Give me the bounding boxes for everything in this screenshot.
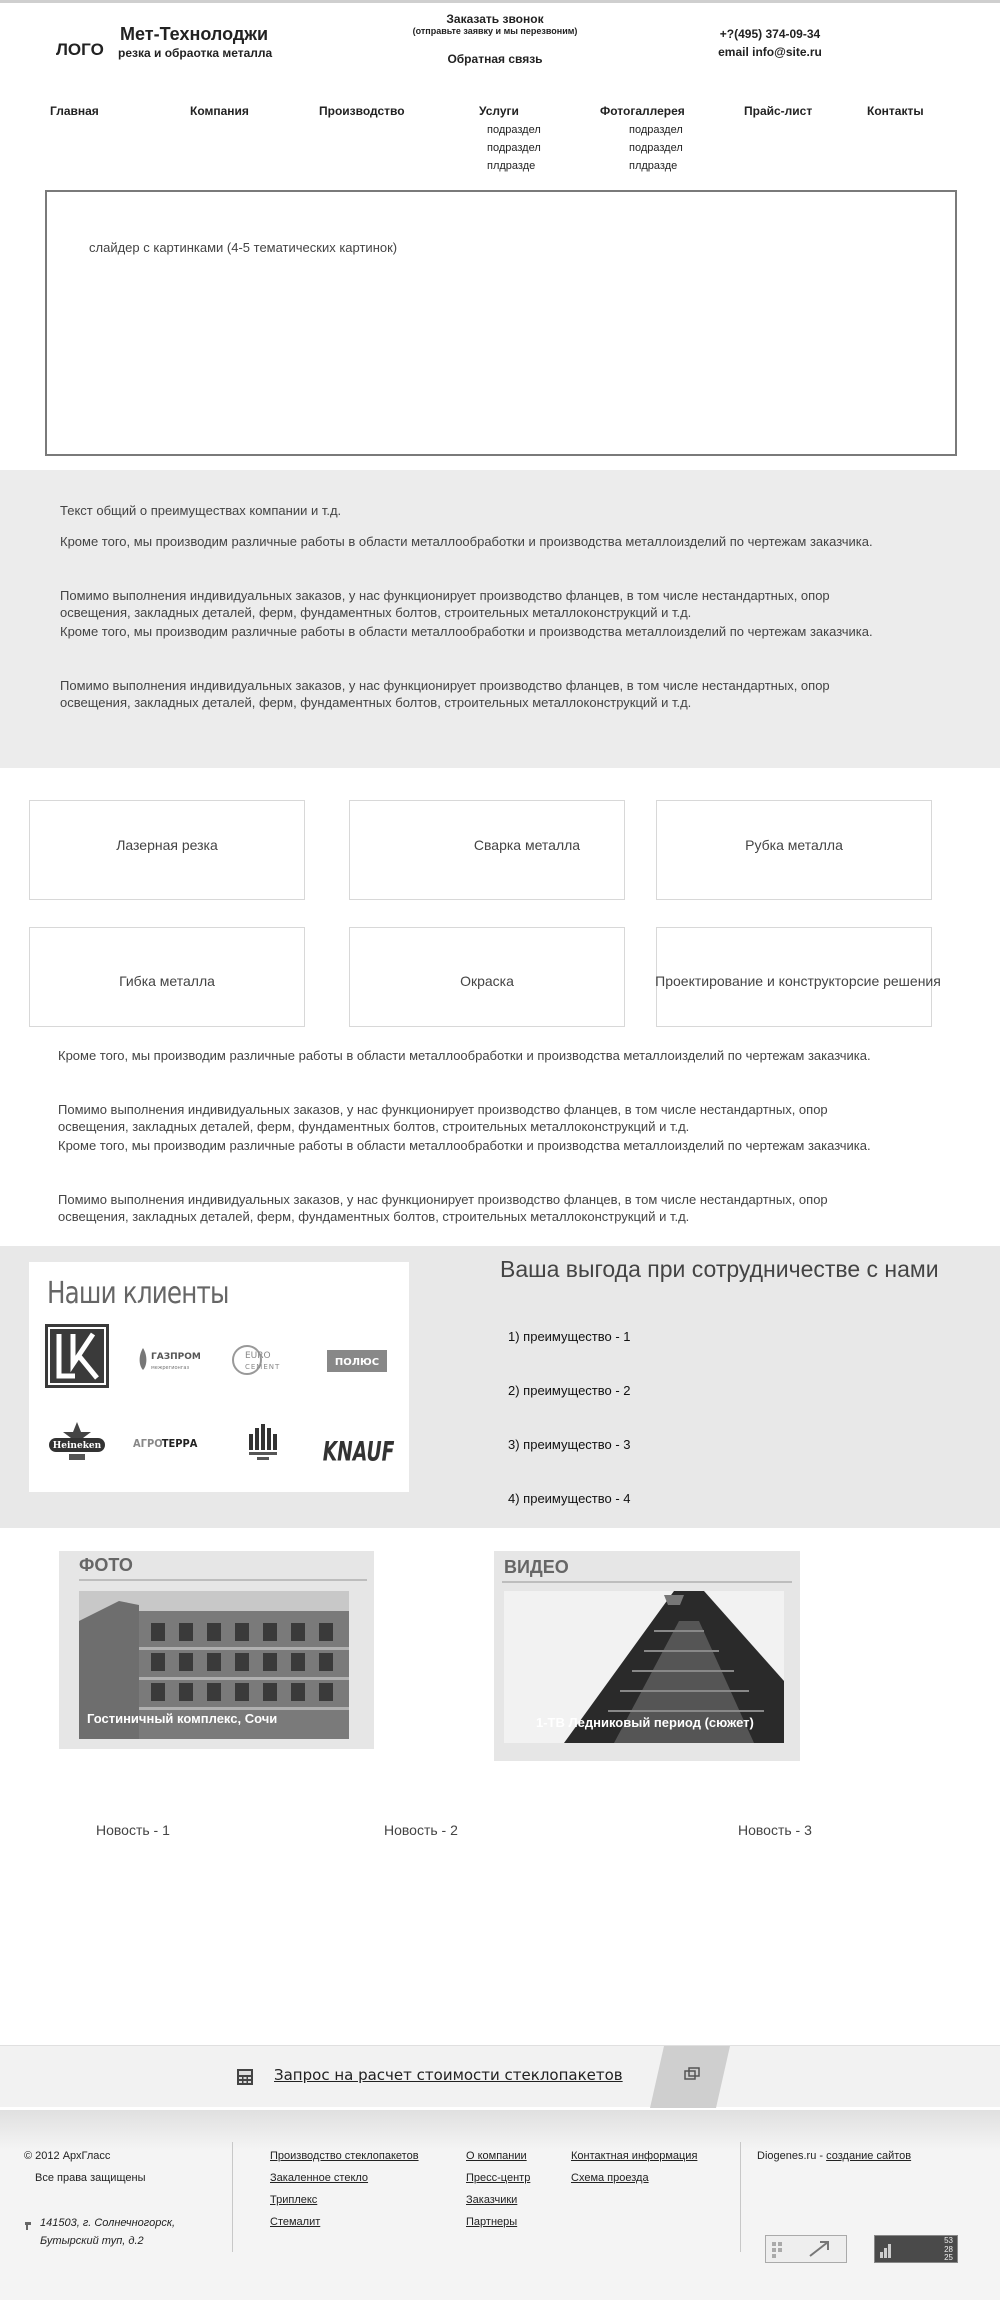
developer-name: Diogenes.ru	[757, 2150, 817, 2162]
body-paragraph: Помимо выполнения индивидуальных заказов, у нас функционирует производство фланцев, в том числе нестандартных, опор освещения, закладных деталей, ферм, фундаментных болтов, строительных металлоконструкций и т.д.	[58, 1192, 828, 1224]
footer-link[interactable]: Партнеры	[466, 2216, 518, 2228]
address-line: 141503, г. Солнечногорск,	[40, 2217, 176, 2229]
svg-text:CEMENT: CEMENT	[245, 1363, 281, 1371]
intro-title: Текст общий о преимуществах компании и т.д.	[60, 503, 342, 518]
service-card-design[interactable]	[655, 927, 941, 1027]
service-label: Лазерная резка	[116, 837, 218, 853]
footer-link[interactable]: Схема проезда	[571, 2172, 649, 2184]
benefit-item: 3) преимущество - 3	[508, 1437, 631, 1452]
footer-link[interactable]: Контактная информация	[571, 2150, 698, 2162]
counter-value: 25	[944, 2253, 953, 2262]
feedback-link[interactable]: Обратная связь	[447, 52, 543, 66]
counter-value: 53	[944, 2236, 953, 2245]
nav-item-home[interactable]: Главная	[50, 104, 99, 118]
footer	[0, 2110, 1000, 2300]
top-border	[0, 0, 1000, 3]
footer-link[interactable]: Стемалит	[270, 2216, 321, 2228]
svg-text:Heineken: Heineken	[52, 1441, 102, 1451]
service-card-bending[interactable]	[29, 927, 305, 1027]
submenu-item[interactable]: плдразде	[487, 160, 536, 172]
developer-separator: -	[816, 2150, 827, 2162]
nav-item-gallery[interactable]: Фотогаллерея	[600, 104, 685, 118]
benefit-item: 1) преимущество - 1	[508, 1329, 631, 1344]
counter-values	[929, 2237, 953, 2263]
rosneft-logo[interactable]	[243, 1420, 283, 1464]
service-label: Рубка металла	[745, 837, 843, 853]
footer-link[interactable]: О компании	[466, 2150, 527, 2162]
services-submenu	[487, 121, 541, 175]
svg-text:ПОЛЮС: ПОЛЮС	[334, 1357, 380, 1368]
service-card-cutting[interactable]	[656, 800, 932, 900]
benefit-item: 2) преимущество - 2	[508, 1383, 631, 1398]
callback-note: (отправьте заявку и мы перезвоним)	[412, 26, 578, 36]
slider-placeholder-text: слайдер с картинками (4-5 тематических картинок)	[89, 240, 398, 255]
stats-icon	[879, 2242, 893, 2258]
intro-paragraph: Кроме того, мы производим различные работы в области металлообработки и производства металлоизделий по чертежам заказчика.	[60, 624, 873, 639]
share-widget[interactable]	[765, 2235, 847, 2263]
callback-link[interactable]: Заказать звонок	[446, 12, 544, 26]
service-card-laser-cutting[interactable]	[29, 800, 305, 900]
developer-link[interactable]: создание сайтов	[826, 2150, 912, 2162]
phone-number: +?(495) 374-09-34	[719, 27, 821, 41]
news-item[interactable]: Новость - 2	[384, 1822, 458, 1838]
eurocement-logo[interactable]	[229, 1342, 295, 1378]
nav-item-contacts[interactable]: Контакты	[867, 104, 924, 118]
knauf-logo[interactable]	[321, 1422, 395, 1468]
submenu-item[interactable]: подраздел	[487, 124, 541, 136]
visitor-counter[interactable]	[874, 2235, 958, 2263]
image-slider[interactable]	[45, 190, 957, 456]
service-label: Проектирование и конструкторсие решения	[655, 973, 941, 989]
footer-link[interactable]: Заказчики	[466, 2194, 518, 2206]
footer-divider	[232, 2142, 233, 2252]
photo-thumbnail[interactable]	[79, 1591, 349, 1739]
news-item[interactable]: Новость - 3	[738, 1822, 812, 1838]
submenu-item[interactable]: подраздел	[629, 142, 683, 154]
brand-title: Мет-Технолоджи	[120, 24, 269, 44]
svg-text:ТЕРРА: ТЕРРА	[161, 1437, 198, 1451]
gazprom-subtext: межрегионгаз	[151, 1365, 190, 1371]
copyright: © 2012 АрхГласс	[24, 2150, 111, 2162]
svg-text:АГРО: АГРО	[133, 1437, 163, 1451]
intro-paragraph: Помимо выполнения индивидуальных заказов, у нас функционирует производство фланцев, в том числе нестандартных, опор освещения, закладных деталей, ферм, фундаментных болтов, строительных металлоконструкций и т.д.	[60, 678, 830, 710]
rights-text: Все права защищены	[35, 2172, 146, 2184]
gazprom-logo[interactable]	[135, 1344, 203, 1374]
video-block[interactable]	[494, 1551, 800, 1761]
body-paragraph: Кроме того, мы производим различные работы в области металлообработки и производства металлоизделий по чертежам заказчика.	[58, 1138, 871, 1153]
video-title: ВИДЕО	[504, 1557, 569, 1577]
body-paragraph: Кроме того, мы производим различные работы в области металлообработки и производства металлоизделий по чертежам заказчика.	[58, 1048, 871, 1063]
video-caption: 1-ТВ Ледниковый период (сюжет)	[536, 1715, 754, 1730]
agroterra-logo[interactable]	[133, 1430, 205, 1454]
submenu-item[interactable]: подраздел	[629, 124, 683, 136]
developer-credit	[757, 2150, 911, 2162]
price-request-bar	[0, 2045, 1000, 2107]
photo-block[interactable]	[59, 1551, 374, 1749]
service-card-painting[interactable]	[349, 927, 625, 1027]
footer-link[interactable]: Пресс-центр	[466, 2172, 531, 2184]
heineken-logo[interactable]	[47, 1420, 107, 1464]
benefits-title: Ваша выгода при сотрудничестве с нами	[500, 1256, 939, 1282]
footer-link[interactable]: Производство стеклопакетов	[270, 2150, 419, 2162]
nav-item-company[interactable]: Компания	[190, 104, 249, 118]
nav-item-services[interactable]: Услуги	[479, 104, 519, 118]
polyus-logo[interactable]	[327, 1350, 387, 1372]
email-address[interactable]: email info@site.ru	[718, 45, 822, 59]
address-line: Бутырский туп, д.2	[40, 2235, 144, 2247]
intro-paragraph: Помимо выполнения индивидуальных заказов, у нас функционирует производство фланцев, в том числе нестандартных, опор освещения, закладных деталей, ферм, фундаментных болтов, строительных металлоконструкций и т.д.	[60, 588, 830, 620]
lukoil-logo[interactable]	[45, 1324, 109, 1388]
photo-caption: Гостиничный комплекс, Сочи	[87, 1711, 278, 1726]
counter-value: 28	[944, 2244, 953, 2254]
footer-divider	[740, 2142, 741, 2252]
submenu-item[interactable]: подраздел	[487, 142, 541, 154]
service-label: Окраска	[460, 973, 514, 989]
photo-title: ФОТО	[79, 1555, 133, 1575]
gallery-submenu	[629, 121, 683, 175]
video-title-rule	[502, 1581, 792, 1583]
photo-title-rule	[79, 1579, 367, 1581]
submenu-item[interactable]: плдразде	[629, 160, 678, 172]
footer-link[interactable]: Триплекс	[270, 2194, 318, 2206]
nav-item-pricelist[interactable]: Прайс-лист	[744, 104, 813, 118]
video-thumbnail[interactable]	[504, 1591, 784, 1743]
brand-subtitle: резка и обраотка металла	[118, 46, 273, 60]
price-request-link[interactable]: Запрос на расчет стоимости стеклопакетов	[274, 2066, 623, 2084]
body-paragraph: Помимо выполнения индивидуальных заказов, у нас функционирует производство фланцев, в том числе нестандартных, опор освещения, закладных деталей, ферм, фундаментных болтов, строительных металлоконструкций и т.д.	[58, 1102, 828, 1134]
svg-text:EURO: EURO	[245, 1351, 271, 1361]
gazprom-wordmark: ГАЗПРОМ	[151, 1352, 201, 1362]
footer-link[interactable]: Закаленное стекло	[270, 2172, 369, 2184]
clients-panel	[29, 1262, 409, 1492]
news-item[interactable]: Новость - 1	[96, 1822, 170, 1838]
intro-paragraph: Кроме того, мы производим различные работы в области металлообработки и производства металлоизделий по чертежам заказчика.	[60, 534, 873, 549]
benefit-item: 4) преимущество - 4	[508, 1491, 631, 1506]
service-card-welding[interactable]	[349, 800, 625, 900]
clients-title: Наши клиенты	[47, 1276, 229, 1311]
service-label: Сварка металла	[473, 837, 581, 853]
open-window-button[interactable]	[650, 2046, 730, 2108]
service-label: Гибка металла	[119, 973, 215, 989]
nav-item-production[interactable]: Производство	[319, 104, 405, 118]
logo[interactable]: ЛОГО	[56, 40, 104, 59]
phone-icon	[24, 2218, 34, 2228]
svg-text:KNAUF: KNAUF	[322, 1437, 395, 1468]
calculator-icon	[236, 2068, 254, 2086]
